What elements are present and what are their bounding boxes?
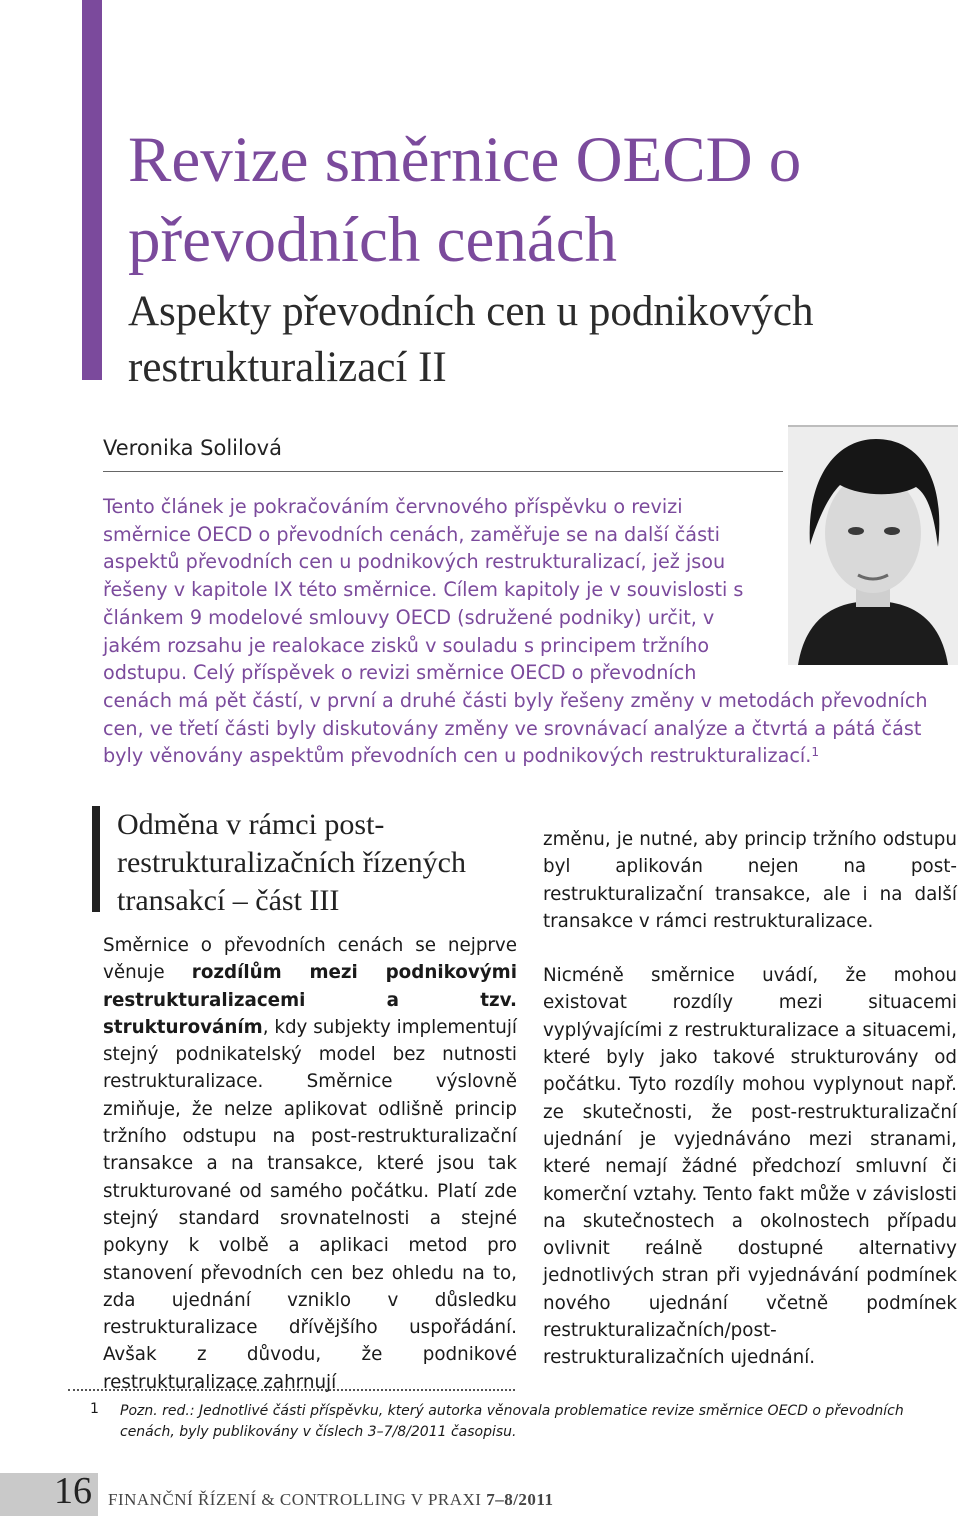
article-lead bbox=[103, 493, 955, 770]
body-column-right bbox=[543, 826, 957, 1372]
col2-paragraph-1: změnu, je nutné, aby princip tržního odstupu byl aplikován nejen na post-restrukturalizační transakce, ale i na další transakce v rámci restrukturalizace. bbox=[543, 829, 957, 932]
title-accent-bar bbox=[82, 0, 102, 380]
journal-name: FINANČNÍ ŘÍZENÍ & CONTROLLING V PRAXI bbox=[108, 1490, 482, 1509]
journal-footer bbox=[108, 1490, 554, 1510]
col1-bold: rozdílům mezi podnikovými restrukturalizacemi a tzv. strukturováním bbox=[103, 962, 517, 1038]
article-title: Revize směrnice OECD o převodních cenách bbox=[128, 124, 802, 276]
author-name: Veronika Solilová bbox=[103, 436, 282, 460]
paragraph-left bbox=[103, 932, 517, 1396]
col2-paragraph-2: Nicméně směrnice uvádí, že mohou existovat rozdíly mezi situacemi vyplývajícími z restrukturalizace a situacemi, které byly jako takové strukturovány od počátku. Tyto rozdíly mohou vyplynout např. ze skutečnosti, že post-restrukturalizační ujednání je vyjednáváno mezi stranami, které nemají žádné předchozí smluvní či komerční vztahy. Tento fakt může v závislosti na skutečnostech a okolnostech případu ovlivnit reálně dostupné alternativy jednotlivých stran při vyjednávání podmínek nového ujednání včetně podmínek restrukturalizačních/post-restrukturalizačních ujednání. bbox=[543, 965, 957, 1369]
section-accent-bar bbox=[92, 806, 100, 912]
page-number: 16 bbox=[54, 1470, 92, 1512]
lead-text: Tento článek je pokračováním červnového příspěvku o revizi směrnice OECD o převodních cenách, zaměřuje se na další části aspektů převodních cen u podnikových restrukturalizací, jež jsou řešeny v kapitole IX této směrnice. Cílem kapitoly je v souvislosti s článkem 9 modelové smlouvy OECD (sdružené podniky) určit, v jakém rozsahu je realokace zisků v souladu s principem tržního odstupu. Celý příspěvek o revizi směrnice OECD o převodních cenách má pět částí, v první a druhé části byly řešeny změny v metodách převodních cen, ve třetí části byly diskutovány změny ve srovnávací analýze a čtvrtá a pátá část byly věnovány aspektům převodních cen u podnikových restrukturalizací. bbox=[103, 495, 928, 768]
footnote-text bbox=[120, 1401, 960, 1443]
author-divider bbox=[103, 471, 783, 472]
footnote-ref[interactable]: 1 bbox=[811, 745, 820, 760]
footnote-number: 1 bbox=[90, 1401, 99, 1417]
photo-wrap-spacer bbox=[765, 493, 955, 673]
col1-text-1: Směrnice o převodních cenách se nejprve věnuje bbox=[103, 935, 517, 984]
journal-issue: 7–8/2011 bbox=[486, 1490, 554, 1509]
section-heading: Odměna v rámci post-restrukturalizačních řízených transakcí – část III bbox=[117, 808, 466, 917]
footnote-body: Jednotlivé části příspěvku, který autorka věnovala problematice revize směrnice OECD o převodních cenách, byly publikovány v číslech 3–7/8/2011 časopisu. bbox=[120, 1403, 904, 1440]
col1-text-2: , kdy subjekty implementují stejný podnikatelský model bez nutnosti restrukturalizace. Směrnice výslovně zmiňuje, že nelze aplikovat odlišně princip tržního odstupu na post-restrukturalizační transakce a na transakce, které jsou tak strukturované od samého počátku. Platí zde stejný standard srovnatelnosti a stejné pokyny k volbě a aplikaci metod pro stanovení převodních cen bez ohledu na to, zda ujednání vzniklo v důsledku restrukturalizace dřívějšího uspořádání. Avšak z důvodu, že podnikové restrukturalizace zahrnují bbox=[103, 1016, 517, 1393]
article-subtitle: Aspekty převodních cen u podnikových restrukturalizací II bbox=[128, 288, 814, 391]
body-column-left bbox=[103, 932, 517, 1396]
footnote-label: Pozn. red.: bbox=[120, 1403, 195, 1419]
footnote-separator bbox=[68, 1389, 515, 1391]
